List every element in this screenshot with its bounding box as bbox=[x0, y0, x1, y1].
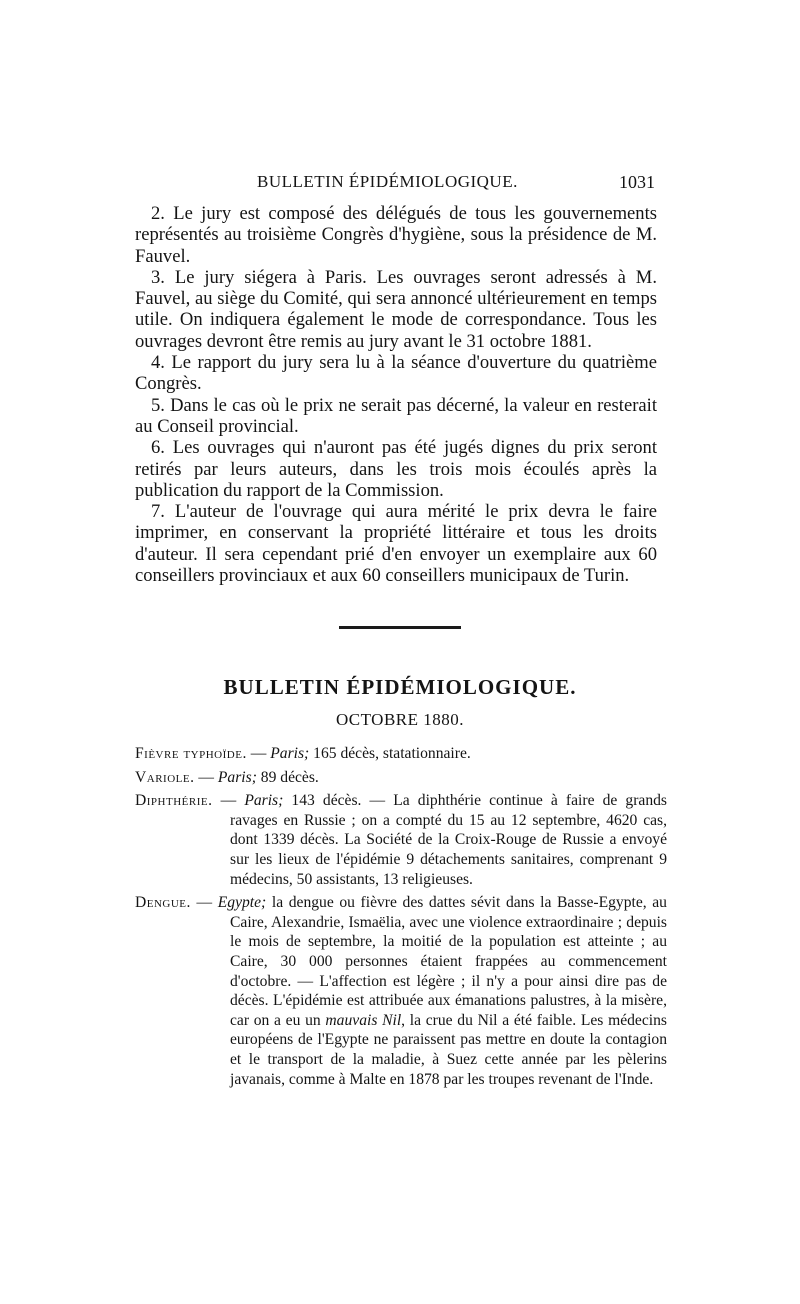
entry-text: , la crue du Nil a été faible. Les médecins européens de l'Egypte ne paraissent pas mettre en doute la contagion et le transport de la maladie, à Suez cette année par les pèlerins javanais, comme à Malte en 1878 par les troupes revenant de l'Inde. bbox=[230, 1011, 667, 1088]
running-head bbox=[135, 172, 655, 196]
running-title: BULLETIN ÉPIDÉMIOLOGIQUE. bbox=[257, 172, 518, 191]
disease-name: Fièvre typhoïde. bbox=[135, 745, 247, 762]
place-name: Egypte; bbox=[217, 894, 267, 912]
place-name: Paris; bbox=[270, 745, 310, 762]
dash: — bbox=[198, 768, 214, 786]
bulletin-entry-smallpox bbox=[135, 768, 667, 788]
emphasis-text: mauvais Nil bbox=[325, 1011, 402, 1029]
entry-text: 165 décès, statationnaire. bbox=[313, 745, 471, 762]
paragraph: 2. Le jury est composé des délégués de tous les gouvernements représentés au troisième Congrès d'hygiène, sous la présidence de M. Fauvel. bbox=[135, 203, 657, 267]
place-name: Paris; bbox=[244, 792, 284, 810]
entry-text: 89 décès. bbox=[260, 768, 319, 786]
dash: — bbox=[250, 745, 267, 762]
entry-text: la dengue ou fièvre des dattes sévit dans la Basse-Egypte, au Caire, Alexandrie, Ismaëlia, avec une violence extraordinaire ; depuis le mois de septembre, la moitié de la population est atteinte ; au Caire, 30 000 personnes étaient frappées au commencement d'octobre. — L'affection est légère ; il n'y a pour ainsi dire pas de décès. L'épidémie est attribuée aux émanations palustres, à la misère, car on a eu un bbox=[230, 894, 667, 1029]
disease-name: Diphthérie. bbox=[135, 792, 213, 810]
section-title: BULLETIN ÉPIDÉMIOLOGIQUE. bbox=[223, 675, 577, 699]
place-name: Paris; bbox=[217, 768, 257, 786]
paragraph: 6. Les ouvrages qui n'auront pas été jugés dignes du prix seront retirés par leurs auteurs, dans les trois mois écoulés après la publication du rapport de la Commission. bbox=[135, 437, 657, 501]
dash: — bbox=[196, 894, 213, 912]
bulletin-entries bbox=[135, 744, 667, 1093]
section-subtitle: OCTOBRE 1880. bbox=[335, 710, 465, 729]
paragraph: 3. Le jury siégera à Paris. Les ouvrages seront adressés à M. Fauvel, au siège du Comité, qui sera annoncé ultérieurement en temps utile. On indiquera également le mode de correspondance. Tous les ouvrages devront être remis au jury avant le 31 octobre 1881. bbox=[135, 266, 657, 352]
paragraph: 4. Le rapport du jury sera lu à la séance d'ouverture du quatrième Congrès. bbox=[135, 352, 657, 395]
entry-text: 143 décès. — La diphthérie continue à faire de grands ravages en Russie ; on a compté du 15 au 12 septembre, 4620 cas, dont 1339 décès. La Société de la Croix-Rouge de Russie a envoyé sur les lieux de l'épidémie 9 détachements sanitaires, comprenant 9 médecins, 50 assistants, 13 religieuses. bbox=[230, 792, 667, 888]
paragraph: 5. Dans le cas où le prix ne serait pas décerné, la valeur en resterait au Conseil provincial. bbox=[135, 394, 657, 437]
bulletin-entry-typhoid bbox=[135, 744, 667, 764]
regulations-text bbox=[135, 203, 657, 586]
paragraph: 7. L'auteur de l'ouvrage qui aura mérité le prix devra le faire imprimer, en conservant la propriété littéraire et tous les droits d'auteur. Il sera cependant prié d'en envoyer un exemplaire aux 60 conseillers provinciaux et aux 60 conseillers municipaux de Turin. bbox=[135, 501, 657, 587]
disease-name: Dengue. bbox=[135, 894, 191, 912]
disease-name: Variole. bbox=[135, 768, 195, 786]
bulletin-entry-diphtheria bbox=[135, 791, 667, 889]
section-divider bbox=[339, 626, 461, 629]
dash: — bbox=[220, 792, 237, 810]
page-number: 1031 bbox=[619, 172, 655, 192]
bulletin-entry-dengue bbox=[135, 893, 667, 1089]
